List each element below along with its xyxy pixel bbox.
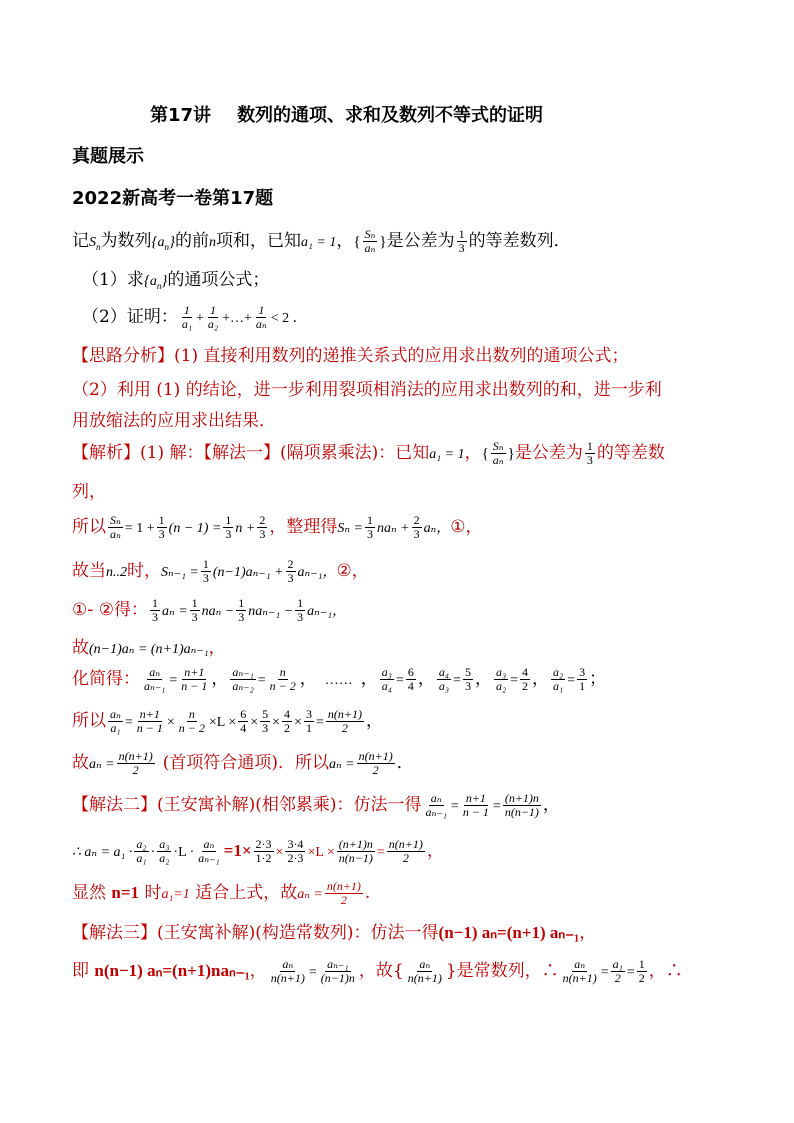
solution-method-3-line-2: 即 n(n−1) aₙ=(n+1)naₙ₋₁， $\frac{\text{aₙ}}{n(n+1)}$ = $\frac{\text{aₙ₋₁}}{(n-1)n}$ ，故{ $\frac{\text{aₙ}}{n(n+1)}$ }是常数列，∴ $\frac{\text{aₙ}}{n(n+1)}$ = $\frac{\text{a₁}}{2}$ = $\frac{1}{2}$ ，∴ xyxy=(72,957,683,985)
section-heading-real-exam: 真题展示 xyxy=(72,146,144,167)
solution-line-5: ①- ②得： $\frac{1}{3}$ aₙ = $\frac{1}{3}$ naₙ − $\frac{1}{3}$ naₙ₋₁ − $\frac{1}{3}$ aₙ₋₁， xyxy=(72,596,347,624)
analysis-line-3: 用放缩法的应用求出结果． xyxy=(72,411,276,431)
question-2: （2）证明： $\frac{1}{\text{a₁}}$ + $\frac{1}{\text{a₂}}$ +…+ $\frac{1}{\text{aₙ}}$ < 2 ． xyxy=(82,303,307,331)
analysis-line-2: （2）利用 (1) 的结论，进一步利用裂项相消法的应用求出数列的和，进一步利 xyxy=(72,380,662,400)
fraction-one-third: $\frac{1}{3}$ xyxy=(458,227,465,255)
solution-line-7: 化简得： $\frac{\text{aₙ}}{\text{aₙ₋₁}}$ = $\frac{n+1}{n - 1}$ ， $\frac{\text{aₙ₋₁}}{\text{aₙ₋₂}}$ = $\frac{n}{n - 2}$ ， …… ， $\frac{\text{a₃}}{\text{a₄}}$ = $\frac{6}{4}$ ， $\frac{\text{a₄}}{\text{a₃}}$ = $\frac{5}{3}$ ， $\frac{\text{a₃}}{\text{a₂}}$ = $\frac{4}{2}$ ， $\frac{\text{a₂}}{\text{a₁}}$ = $\frac{3}{1}$ ； xyxy=(72,665,607,693)
solution-method-3-line-1: 【解法三】(王安寓补解)(构造常数列)：仿法一得(n−1) aₙ=(n+1) aₙ₋₁， xyxy=(72,923,597,943)
analysis-line-1: 【思路分析】(1) 直接利用数列的递推关系式的应用求出数列的通项公式； xyxy=(72,346,629,366)
solution-line-9: 故aₙ = $\frac{n(n+1)}{2}$ (首项符合通项)．所以aₙ = $\frac{n(n+1)}{2}$ ． xyxy=(72,749,414,777)
question-1: （1）求$\{a_n\}$的通项公式； xyxy=(82,270,270,291)
page-title xyxy=(150,104,543,128)
fraction-sn-over-an: $\frac{\text{Sₙ}}{\text{aₙ}}$ xyxy=(364,227,376,255)
solution-line-6: 故(n−1)aₙ = (n+1)aₙ₋₁， xyxy=(72,638,226,658)
solution-line-4: 故当n..2时，Sₙ₋₁ = $\frac{1}{3}$ (n−1)aₙ₋₁ + $\frac{2}{3}$ aₙ₋₁，②， xyxy=(72,557,369,585)
solution-line-8: 所以 $\frac{\text{aₙ}}{\text{a₁}}$ = $\frac{n+1}{n - 1}$ × $\frac{n}{n - 2}$ ×L × $\frac{6}{4}$ × $\frac{5}{3}$ × $\frac{4}{2}$ × $\frac{3}{1}$ = $\frac{n(n+1)}{2}$ ， xyxy=(72,707,383,735)
solution-method-2-line-2: ∴ aₙ = a₁ · $\frac{\text{a₂}}{\text{a₁}}$ · $\frac{\text{a₃}}{\text{a₂}}$ ·L · $\frac{\text{aₙ}}{\text{aₙ₋₁}}$ =1× $\frac{2\cdot 3}{1\cdot 2}$ × $\frac{3\cdot 4}{2\cdot 3}$ ×L × $\frac{(n+1)n}{n(n-1)}$ = $\frac{n(n+1)}{2}$ ， xyxy=(72,837,444,865)
section-heading-exam-source: 2022新高考一卷第17题 xyxy=(72,188,274,209)
solution-method-2-line-3: 显然 n=1 时a₁=1 适合上式，故aₙ = $\frac{n(n+1)}{2}$ . xyxy=(72,879,371,907)
lecture-topic: 数列的通项、求和及数列不等式的证明 xyxy=(237,105,544,126)
solution-method-2-line-1: 【解法二】(王安寓补解)(相邻累乘)：仿法一得 $\frac{\text{aₙ}}{\text{aₙ₋₁}}$ = $\frac{n+1}{n - 1}$ = $\frac{(n+1)n}{n(n-1)}$ ， xyxy=(72,791,560,819)
solution-line-2: 列， xyxy=(72,482,106,502)
solution-line-3: 所以 $\frac{\text{Sₙ}}{\text{aₙ}}$ = 1 + $\frac{1}{3}$ (n − 1) = $\frac{1}{3}$ n + $\frac{2}{3}$ ，整理得Sₙ = $\frac{1}{3}$ naₙ + $\frac{2}{3}$ aₙ，①， xyxy=(72,513,483,541)
solution-line-1: 【解析】(1) 解：【解法一】(隔项累乘法)：已知a₁ = 1，{ $\frac{\text{Sₙ}}{\text{aₙ}}$ }是公差为 $\frac{1}{3}$ 的等差数 xyxy=(72,439,665,467)
lecture-number: 第17讲 xyxy=(150,105,212,126)
problem-statement: 记$S_n$为数列$\{a_n\}$的前n项和，已知a₁ = 1，{ $\frac{\text{Sₙ}}{\text{aₙ}}$ }是公差为 $\frac{1}{3}$ 的等差数列． xyxy=(72,227,571,255)
